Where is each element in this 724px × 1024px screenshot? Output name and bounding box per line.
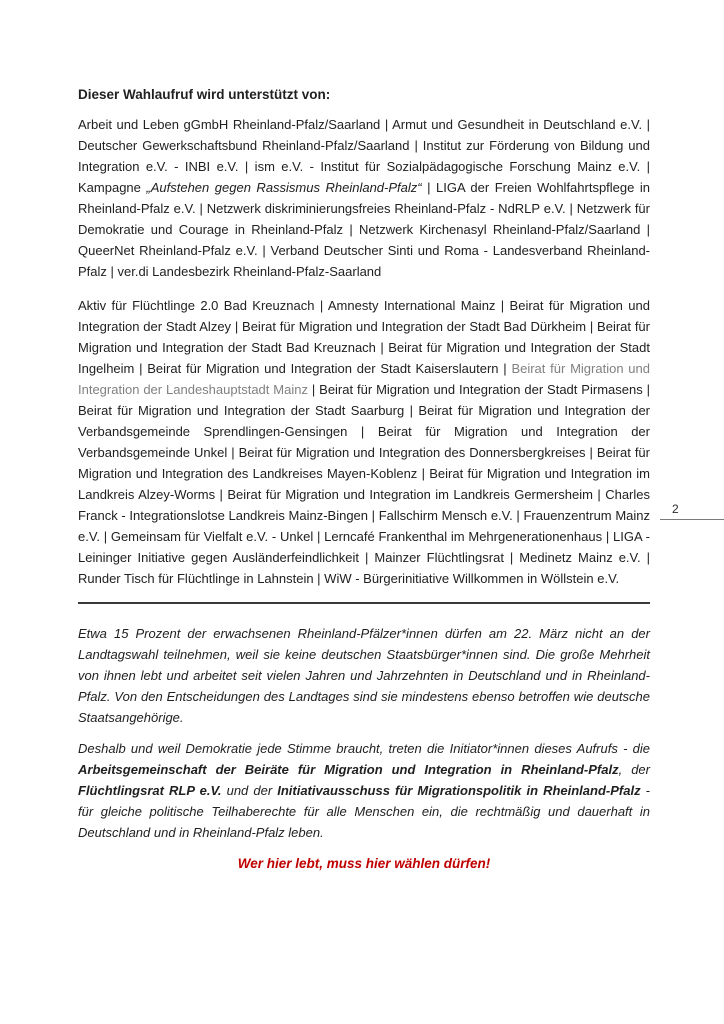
text-run: - für gleiche politische Teilhaberechte für alle Menschen ein, die rechtmäßig und dauerhaft in Deutschland und in Rheinland-Pfalz leben. bbox=[78, 783, 650, 840]
statement-paragraph-2 bbox=[78, 738, 650, 843]
statement-paragraph-1 bbox=[78, 623, 650, 728]
text-run: Arbeit und Leben gGmbH Rheinland-Pfalz/Saarland | Armut und Gesundheit in Deutschland e.V. | Deutscher Gewerkschaftsbund Rheinland-Pfalz/Saarland | Institut zur Förderung von Bildung und Integration e.V. - INBI e.V. | ism e.V. - Institut für Sozialpädagogische Forschung Mainz e.V. | Kampagne bbox=[78, 117, 650, 195]
document-content bbox=[78, 84, 650, 874]
text-run: Deshalb und weil Demokratie jede Stimme braucht, treten die Initiator*innen dieses Aufrufs - die bbox=[78, 741, 650, 756]
text-run: , der bbox=[618, 762, 650, 777]
text-run: Etwa 15 Prozent der erwachsenen Rheinland-Pfälzer*innen dürfen am 22. März nicht an der Landtagswahl teilnehmen, weil sie keine deutschen Staatsbürger*innen sind. Die große Mehrheit von ihnen lebt und arbeitet seit vielen Jahren und Jahrzehnten in Deutschland und in Rheinland-Pfalz. Von den Entscheidungen des Landtages sind sie mindestens ebenso betroffen wie deutsche Staatsangehörige. bbox=[78, 626, 650, 725]
text-run: Flüchtlingsrat RLP e.V. bbox=[78, 783, 222, 798]
text-run: „Aufstehen gegen Rassismus Rheinland-Pfalz“ bbox=[146, 180, 422, 195]
text-run: und der bbox=[221, 783, 278, 798]
page-number: 2 bbox=[672, 502, 679, 516]
supporters-paragraph-1 bbox=[78, 114, 650, 282]
section-divider bbox=[78, 602, 650, 604]
slogan-text: Wer hier lebt, muss hier wählen dürfen! bbox=[237, 856, 491, 871]
text-run: | Beirat für Migration und Integration der Stadt Pirmasens | Beirat für Migration und Integration der Stadt Saarburg | Beirat für Migration und Integration der Verbandsgemeinde Sprendlingen-Gensingen | Beirat für Migration und Integration der Verbandsgemeinde Unkel | Beirat für Migration und Integration des Donnersbergkreises | Beirat für Migration und Integration des Landkreises Mayen-Koblenz | Beirat für Migration und Integration im Landkreis Alzey-Worms | Beirat für Migration und Integration im Landkreis Germersheim | Charles Franck - Integrationslotse Landkreis Mainz-Bingen | Fallschirm Mensch e.V. | Frauenzentrum Mainz e.V. | Gemeinsam für Vielfalt e.V. - Unkel | Lerncafé Frankenthal im Mehrgenerationenhaus | LIGA - Leininger Initiative gegen Ausländerfeindlichkeit | Mainzer Flüchtlingsrat | Medinetz Mainz e.V. | Runder Tisch für Flüchtlinge in Lahnstein | WiW - Bürgerinitiative Willkommen in Wöllstein e.V. bbox=[78, 382, 650, 586]
page-title: Dieser Wahlaufruf wird unterstützt von: bbox=[78, 87, 331, 102]
text-run: Arbeitsgemeinschaft der Beiräte für Migration und Integration in Rheinland-Pfalz bbox=[78, 762, 619, 777]
text-run: | LIGA der Freien Wohlfahrtspflege in Rheinland-Pfalz e.V. | Netzwerk diskriminierungsfreies Rheinland-Pfalz - NdRLP e.V. | Netzwerk für Demokratie und Courage in Rheinland-Pfalz | Netzwerk Kirchenasyl Rheinland-Pfalz/Saarland | QueerNet Rheinland-Pfalz e.V. | Verband Deutscher Sinti und Roma - Landesverband Rheinland-Pfalz | ver.di Landesbezirk Rheinland-Pfalz-Saarland bbox=[78, 180, 650, 279]
page-number-block bbox=[660, 502, 724, 520]
text-run: Initiativausschuss für Migrationspolitik in Rheinland-Pfalz bbox=[277, 783, 641, 798]
text-run: Aktiv für Flüchtlinge 2.0 Bad Kreuznach | Amnesty International Mainz | Beirat für Migration und Integration der Stadt Alzey | Beirat für Migration und Integration der Stadt Bad Dürkheim | Beirat für Migration und Integration der Stadt Bad Kreuznach | Beirat für Migration und Integration der Stadt Ingelheim | Beirat für Migration und Integration der Stadt Kaiserslautern | bbox=[78, 298, 650, 376]
text-run: Beirat für Migration und Integration der Landeshauptstadt Mainz bbox=[78, 361, 651, 397]
page-number-rule bbox=[660, 519, 724, 520]
supporters-paragraph-2 bbox=[78, 295, 650, 589]
